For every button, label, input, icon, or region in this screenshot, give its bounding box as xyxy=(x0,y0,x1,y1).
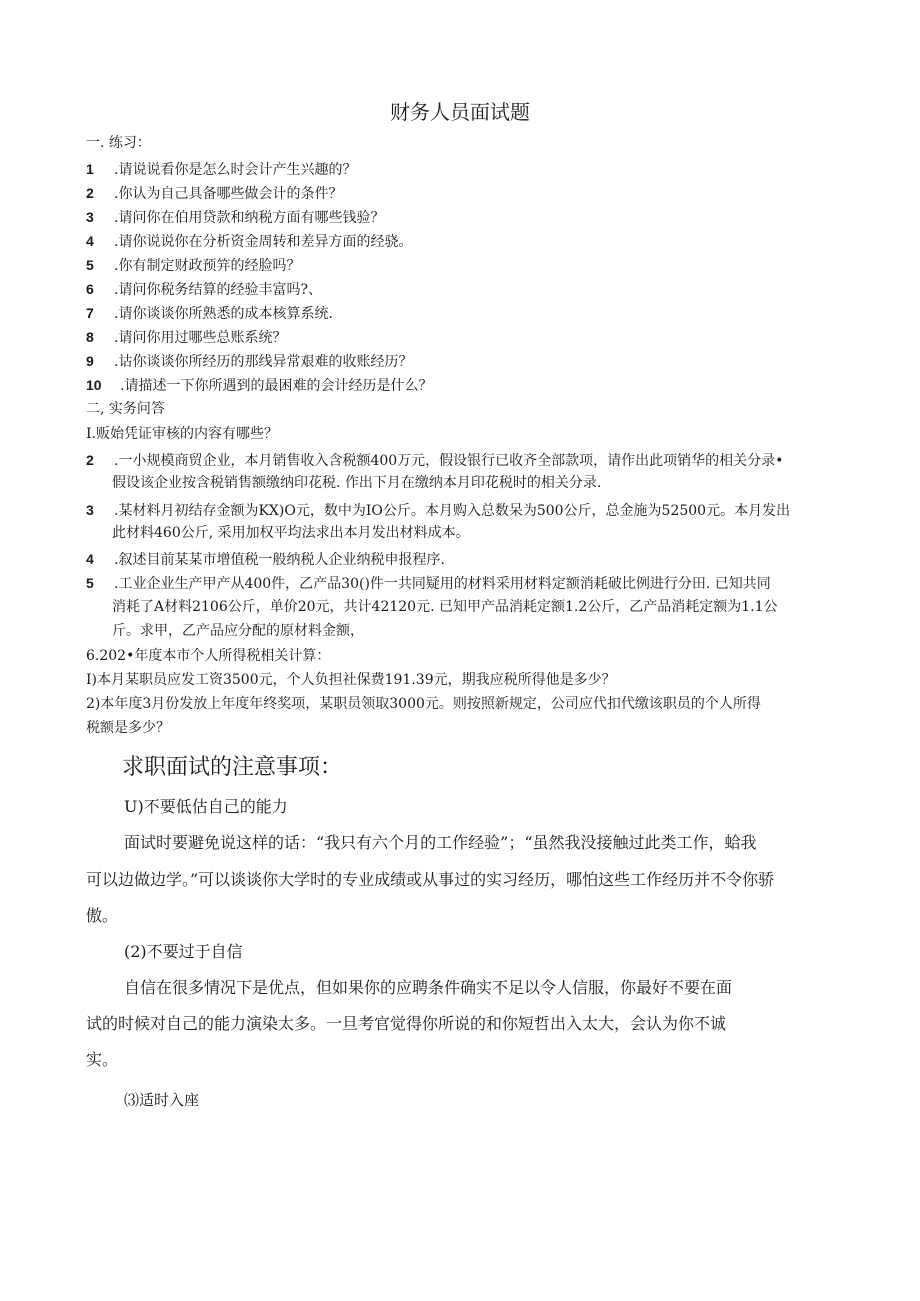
question-4 xyxy=(86,549,445,570)
item-text: .请你说说你在分析资金周转和差异方面的经骁。 xyxy=(114,234,413,250)
tip-1-text: 傲。 xyxy=(86,906,119,925)
item-number: 3 xyxy=(86,502,94,518)
list-item xyxy=(86,303,333,324)
list-item xyxy=(86,279,322,300)
list-item xyxy=(86,255,300,276)
tip-2-text: 实。 xyxy=(86,1050,119,1069)
item-text: .你有制定财政预笄的经脸吗？ xyxy=(114,258,301,274)
question-3 xyxy=(86,500,790,521)
item-text: .请说说看你是怎么时会计产生兴趣的？ xyxy=(114,162,357,178)
item-number: 3 xyxy=(86,209,94,225)
item-number: 9 xyxy=(86,353,94,369)
item-text: .你认为自己具备哪些做会计的条件？ xyxy=(114,186,343,202)
tip-1-title: U)不要低估自己的能力 xyxy=(124,797,288,816)
question-5-cont: 消耗了A材料2106公斤，单价20元，共计42120元. 已知甲产品消耗定额1.2公斤，乙产品消耗定额为1.1公 xyxy=(112,599,778,615)
list-item xyxy=(86,183,342,204)
question-text: .叙述目前某某市增值税一般纳税人企业纳税申报程序. xyxy=(114,552,445,568)
tip-2-title: (2)不要过于自信 xyxy=(124,942,243,961)
question-2 xyxy=(86,450,783,471)
item-number: 10 xyxy=(86,377,102,393)
item-number: 2 xyxy=(86,185,94,201)
list-item xyxy=(86,351,412,372)
item-number: 4 xyxy=(86,551,94,567)
tip-3-title: ⑶适时入座 xyxy=(124,1091,200,1109)
item-text: .请问你税务结算的经验丰富吗?、 xyxy=(114,282,322,298)
item-number: 5 xyxy=(86,575,94,591)
item-number: 4 xyxy=(86,233,94,249)
item-number: 5 xyxy=(86,257,94,273)
question-2-cont: 假设该企业按含税销售额缴纳印花税. 作出下月在缴纳本月印花税时的相关分录. xyxy=(112,475,602,491)
item-number: 1 xyxy=(86,161,94,177)
item-number: 2 xyxy=(86,452,94,468)
tip-1-text: 可以边做边学。”可以谈谈你大学时的专业成绩或从事过的实习经历，哪怕这些工作经历并不令你骄 xyxy=(86,870,775,889)
list-item xyxy=(86,159,356,180)
item-text: .诂你谈谈你所经历的那线异常艰难的收账经历？ xyxy=(114,354,413,370)
list-item xyxy=(86,375,432,396)
tip-2-text: 试的时候对自己的能力演染太多。一旦考官觉得你所说的和你短哲出入太大，会认为你不诚 xyxy=(86,1014,727,1033)
list-item xyxy=(86,207,384,228)
question-5-cont: 斤。求甲，乙产品应分配的原材料金额， xyxy=(112,623,364,639)
question-6-sub-2-cont: 税额是多少？ xyxy=(86,720,170,736)
question-text: .某材料月初结存金额为KX)O元，数中为IO公斤。本月购入总数呆为500公斤，总金施为52500元。本月发出 xyxy=(114,503,791,519)
list-item xyxy=(86,327,286,348)
question-5 xyxy=(86,573,771,594)
section1-heading: 一. 练习： xyxy=(86,135,151,151)
item-number: 7 xyxy=(86,305,94,321)
item-text: .请描述一下你所遇到的最困难的会计经历是什么？ xyxy=(120,378,433,394)
item-text: .请你谈谈你所熟悉的成本核算系统. xyxy=(114,306,333,322)
question-3-cont: 此材料460公斤, 采用加权平均法求出本月发出材料成本。 xyxy=(112,525,470,541)
tip-1-text: 面试时要避免说这样的话：“我只有六个月的工作经验”；“虽然我没接触过此类工作，蛤我 xyxy=(124,833,757,852)
page-title: 财务人员面试题 xyxy=(390,100,530,124)
question-text: .工业企业生产甲产从400件，乙产品30()件一共同疑用的材料采用材料定额消耗破比例进行分田. 已知共同 xyxy=(114,576,771,592)
question-6-sub-2: 2)本年度3月份发放上年度年终奖项，某职员领取3000元。则按照新规定，公司应代扣代缴该职员的个人所得 xyxy=(86,696,761,712)
section3-heading: 求职面试的注意事项： xyxy=(122,755,343,780)
question-text: .一小规模商贸企业，本月销售收入含税额400万元，假设银行已收齐全部款项，请作出此项销华的相关分录• xyxy=(114,453,784,469)
tip-2-text: 自信在很多情况下是优点，但如果你的应聘条件确实不足以令人信服，你最好不要在面 xyxy=(124,978,733,997)
item-number: 6 xyxy=(86,281,94,297)
item-text: .请问你用过哪些总账系统？ xyxy=(114,330,287,346)
question-6-sub-1: I)本月某职员应发工资3500元，个人负担社保费191.39元，期我应税所得他是多少？ xyxy=(86,672,616,688)
list-item xyxy=(86,231,412,252)
section2-heading: 二, 实务问答 xyxy=(86,401,165,417)
item-text: .请问你在伯用贷款和纳税方面有哪些钱验？ xyxy=(114,210,385,226)
question-6: 6.202•年度本市个人所得税相关计算： xyxy=(86,648,331,664)
question-1: I.贩始凭证审核的内容有哪些？ xyxy=(86,426,278,442)
item-number: 8 xyxy=(86,329,94,345)
